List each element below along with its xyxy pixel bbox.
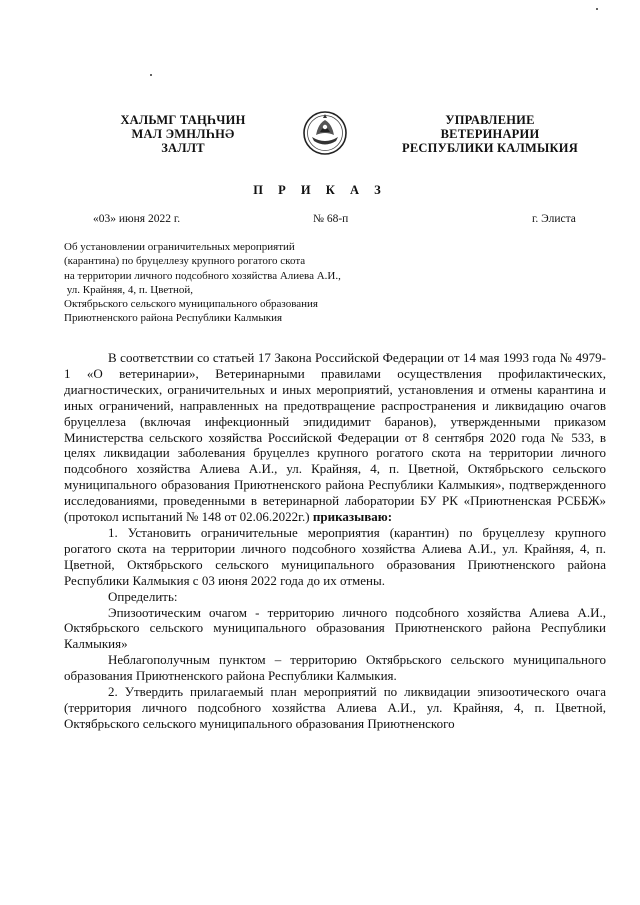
subject-line: на территории личного подсобного хозяйства Алиева А.И., xyxy=(64,269,341,282)
scan-speck xyxy=(150,74,152,76)
document-title: П Р И К А З xyxy=(253,183,387,197)
subject-line: ул. Крайняя, 4, п. Цветной, xyxy=(64,283,194,296)
body-point-paragraph: Неблагополучным пунктом – территорию Октябрьского сельского муниципального образования Приютненского района Республики Калмыкия. xyxy=(64,652,606,684)
subject-line: (карантина) по бруцеллезу крупного рогатого скота xyxy=(64,255,306,268)
header-left-line: ЗАЛЛТ xyxy=(161,141,205,155)
body-define-label: Определить: xyxy=(108,588,178,604)
document-date: «03» июня 2022 г. xyxy=(93,213,181,225)
body-intro-paragraph xyxy=(64,350,606,525)
scan-speck xyxy=(596,8,598,10)
header-right-line: УПРАВЛЕНИЕ xyxy=(445,113,535,127)
document-subject xyxy=(64,240,404,326)
subject-line: Октябрьского сельского муниципального образования xyxy=(64,298,318,311)
body-intro-bold: приказываю: xyxy=(312,509,393,525)
document-number: № 68-п xyxy=(313,213,349,225)
header-left-line: МАЛ ЭМНЛҺНӘ xyxy=(131,127,235,141)
subject-line: Об установлении ограничительных мероприятий xyxy=(64,241,295,253)
document-city: г. Элиста xyxy=(532,213,576,225)
body-item-2: 2. Утвердить прилагаемый план мероприятий по ликвидации эпизоотического очага (территория личного подсобного хозяйства Алиева А.И., ул. Крайняя, 4, п. Цветной, Октябрьского сельского муниципального образования Приютненского xyxy=(64,684,606,731)
header-right-line: РЕСПУБЛИКИ КАЛМЫКИЯ xyxy=(402,141,578,155)
header-right-line: ВЕТЕРИНАРИИ xyxy=(440,127,540,141)
body-item-1: 1. Установить ограничительные мероприятия (карантин) по бруцеллезу крупного рогатого скота на территории личного подсобного хозяйства Алиева А.И., ул. Крайняя, 4, п. Цветной, Октябрьского сельского муниципального образования Приютненского района Республики Калмыкия с 03 июня 2022 года до их отмены. xyxy=(64,524,606,588)
body-focus-paragraph: Эпизоотическим очагом - территорию личного подсобного хозяйства Алиева А.И., Октябрьского сельского муниципального образования Приютненского района Республики Калмыкия» xyxy=(64,604,606,652)
header-left-kalmyk xyxy=(108,113,258,155)
kalmykia-emblem-icon xyxy=(302,110,348,156)
header-right-russian xyxy=(395,113,585,155)
subject-line: Приютненского района Республики Калмыкия xyxy=(64,312,283,325)
body-intro-text: В соответствии со статьей 17 Закона Российской Федерации от 14 мая 1993 года № 4979-1 «О ветеринарии», Ветеринарными правилами осуществления профилактических, диагностических, ограничительных и иных мероприятий, установления и отмены карантина и иных ограничений, направленных на предотвращение распространения и ликвидацию очагов бруцеллеза (включая инфекционный эпидидимит баранов), утвержденными приказом Министерства сельского хозяйства Российской Федерации от 8 сентября 2020 года № 533, в целях ликвидации заболевания бруцеллез крупного рогатого скота на территории личного подсобного хозяйства Алиева А.И., ул. Крайняя, 4, п. Цветной, Октябрьского сельского муниципального образования Приютненского района Республики Калмыкия», подтвержденного исследованиями, проведенными в ветеринарной лаборатории БУ РК «Приютненская РСББЖ» (протокол испытаний № 148 от 02.06.2022г.) xyxy=(64,350,606,525)
header-left-line: ХАЛЬМГ ТАҢҺЧИН xyxy=(120,113,246,127)
document-body xyxy=(64,350,606,732)
